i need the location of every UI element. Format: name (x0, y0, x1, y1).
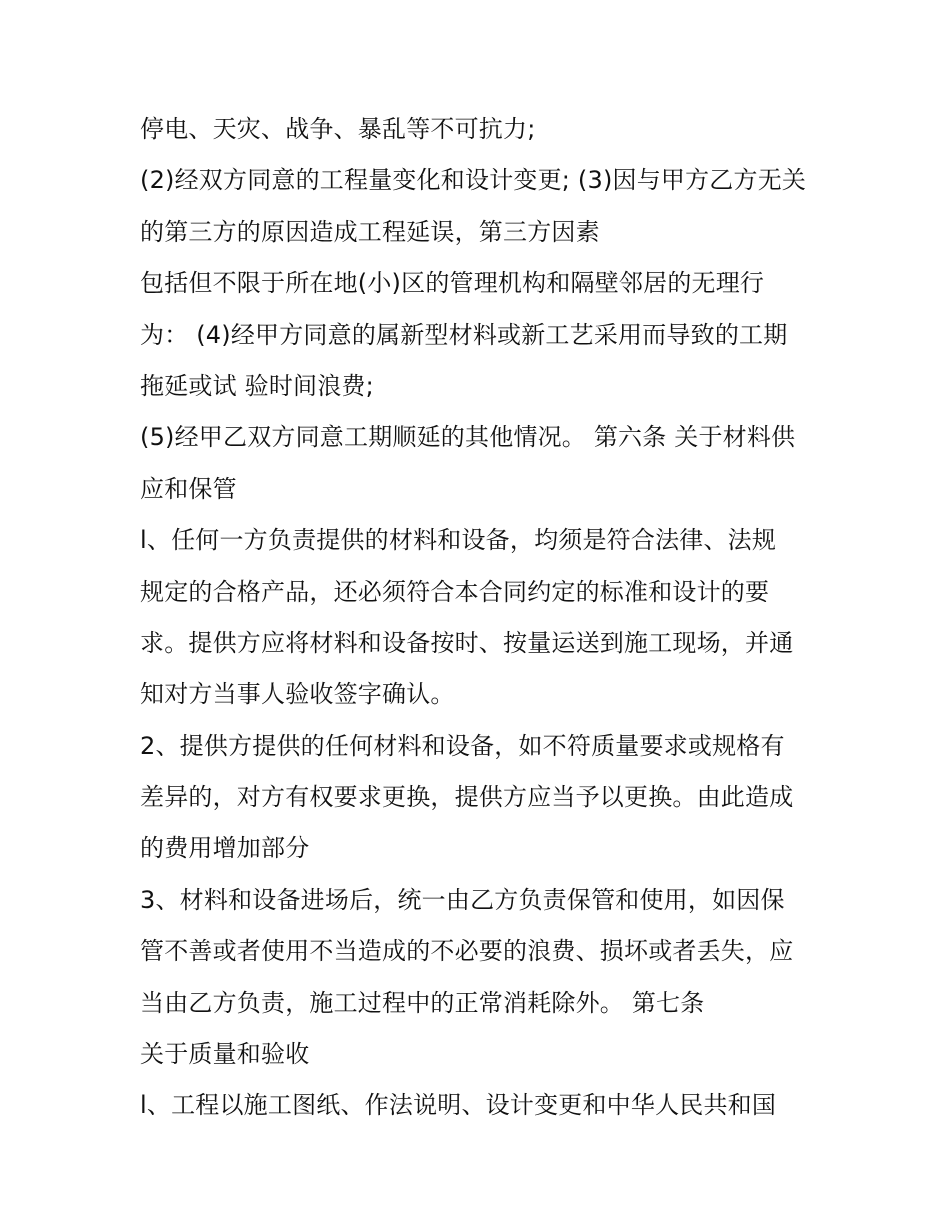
text-line: 求。提供方应将材料和设备按时、按量运送到施工现场，并通 (140, 628, 794, 657)
text-line: 拖延或试 验时间浪费; (140, 371, 374, 400)
text-line: 的第三方的原因造成工程延误，第三方因素 (140, 217, 600, 246)
text-line: l、工程以施工图纸、作法说明、设计变更和中华人民共和国 (140, 1091, 777, 1120)
text-line: 包括但不限于所在地(小)区的管理机构和隔壁邻居的无理行 (140, 269, 765, 298)
text-line: 知对方当事人验收签字确认。 (140, 680, 455, 709)
text-line: (5)经甲乙双方同意工期顺延的其他情况。 第六条 关于材料供 (140, 423, 796, 452)
text-line: 差异的，对方有权要求更换，提供方应当予以更换。由此造成 (140, 783, 794, 812)
text-line: 应和保管 (140, 474, 237, 503)
text-line: 为： (4)经甲方同意的属新型材料或新工艺采用而导致的工期 (140, 320, 788, 349)
text-line: 3、材料和设备进场后，统一由乙方负责保管和使用，如因保 (140, 885, 785, 914)
text-line: (2)经双方同意的工程量变化和设计变更; (3)因与甲方乙方无关 (140, 166, 807, 195)
text-line: 当由乙方负责，施工过程中的正常消耗除外。 第七条 (140, 988, 705, 1017)
text-line: 停电、天灾、战争、暴乱等不可抗力; (140, 115, 536, 143)
text-line: 关于质量和验收 (140, 1040, 310, 1069)
text-line: 的费用增加部分 (140, 834, 310, 863)
document-body (140, 104, 820, 1132)
text-line: 管不善或者使用不当造成的不必要的浪费、损坏或者丢失，应 (140, 937, 794, 966)
text-line: l、任何一方负责提供的材料和设备，均须是符合法律、法规 (140, 526, 777, 555)
text-line: 2、提供方提供的任何材料和设备，如不符质量要求或规格有 (140, 731, 785, 760)
text-line: 规定的合格产品，还必须符合本合同约定的标准和设计的要 (140, 577, 770, 606)
